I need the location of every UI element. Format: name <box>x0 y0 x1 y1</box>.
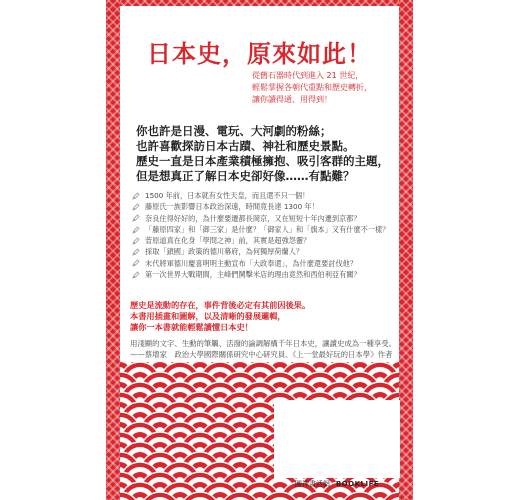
pencil-icon <box>132 248 140 256</box>
question-item <box>132 246 392 257</box>
lead-line: 但是想真正了解日本史卻好像……有點難？ <box>136 169 355 183</box>
intro-line: 讓你讀得通、用得到！ <box>252 95 332 104</box>
question-text: 奈良住得好好的，為什麼要遷都長岡京，又在短短十年內遷到京都？ <box>145 213 361 223</box>
question-item <box>132 258 392 269</box>
highlight-line: 讓你一本書就能輕鬆讀懂日本史！ <box>130 322 253 332</box>
lead-line: 你也許是日漫、電玩、大河劇的粉絲； <box>136 124 332 138</box>
recommendation-author: ——蔡增家 政治大學國際關係研究中心研究員、《上一堂最好玩的日本學》作者 <box>130 350 393 359</box>
question-item <box>132 201 392 212</box>
intro-line: 輕鬆掌握各朝代重點和歷史轉折， <box>252 83 372 92</box>
pencil-icon <box>132 226 140 234</box>
publisher-brand: BOOKLIFE <box>335 480 380 488</box>
question-text: 「藤原四家」和「御三家」是什麼？「御家人」和「旗本」又有什麼不一樣？ <box>145 224 390 234</box>
highlight-line: 本書用插畫和圖解，以及清晰的發展邏輯， <box>130 311 286 321</box>
pencil-icon <box>132 237 140 245</box>
question-item <box>132 213 392 224</box>
intro-text <box>252 70 392 106</box>
barcode-area <box>274 400 400 478</box>
pencil-icon <box>132 259 140 267</box>
question-list <box>132 190 392 280</box>
question-item <box>132 224 392 235</box>
cover-title: 日本史，原來如此！ <box>147 40 372 68</box>
pencil-icon <box>132 214 140 222</box>
publisher-info <box>274 479 400 489</box>
pattern-border-left <box>106 0 120 500</box>
pencil-icon <box>132 192 140 200</box>
lead-line: 也許喜歡探訪日本古蹟、神社和歷史景點。 <box>136 139 355 153</box>
recommendation <box>130 338 400 360</box>
lead-line: 歷史一直是日本產業積極擁抱、吸引客群的主題， <box>136 154 389 168</box>
highlight-line: 歷史是流動的存在，事件背後必定有其前因後果。 <box>130 300 311 310</box>
publisher-imprint: 圓神書活網 <box>294 480 330 488</box>
question-text: 藤原氏一族影響日本政治深遠，時間竟長達 1300 年！ <box>145 202 319 212</box>
question-item <box>132 190 392 201</box>
question-text: 採取「鎖國」政策的德川幕府，為何獨厚荷蘭人？ <box>145 247 304 257</box>
question-text: 第一次世界大戰期間，主峰們鬨擊米店的理由竟然和西伯利亞有關？ <box>145 270 361 280</box>
intro-line: 從舊石器時代到進入 21 世紀， <box>252 71 364 80</box>
question-item <box>132 269 392 280</box>
pattern-border-top <box>106 0 413 6</box>
recommendation-quote: 用淺顯的文字、生動的筆觸、活潑的論調解構千年日本史，讓讀史成為一種享受。 <box>130 339 397 348</box>
question-item <box>132 235 392 246</box>
highlight-text <box>130 300 390 333</box>
question-text: 末代將軍德川慶喜明明主動宣布「大政奉還」，為什麼還要討伐他？ <box>145 258 358 268</box>
pencil-icon <box>132 203 140 211</box>
pencil-icon <box>132 271 140 279</box>
pattern-border-right <box>399 0 413 500</box>
question-text: 1500 年前，日本就有女性天皇，而且還不只一個！ <box>145 191 310 200</box>
book-back-cover <box>106 0 413 500</box>
lead-paragraph <box>136 124 396 184</box>
question-text: 菅原道真在化身「學問之神」前，其實是超強怨靈？ <box>145 236 311 246</box>
